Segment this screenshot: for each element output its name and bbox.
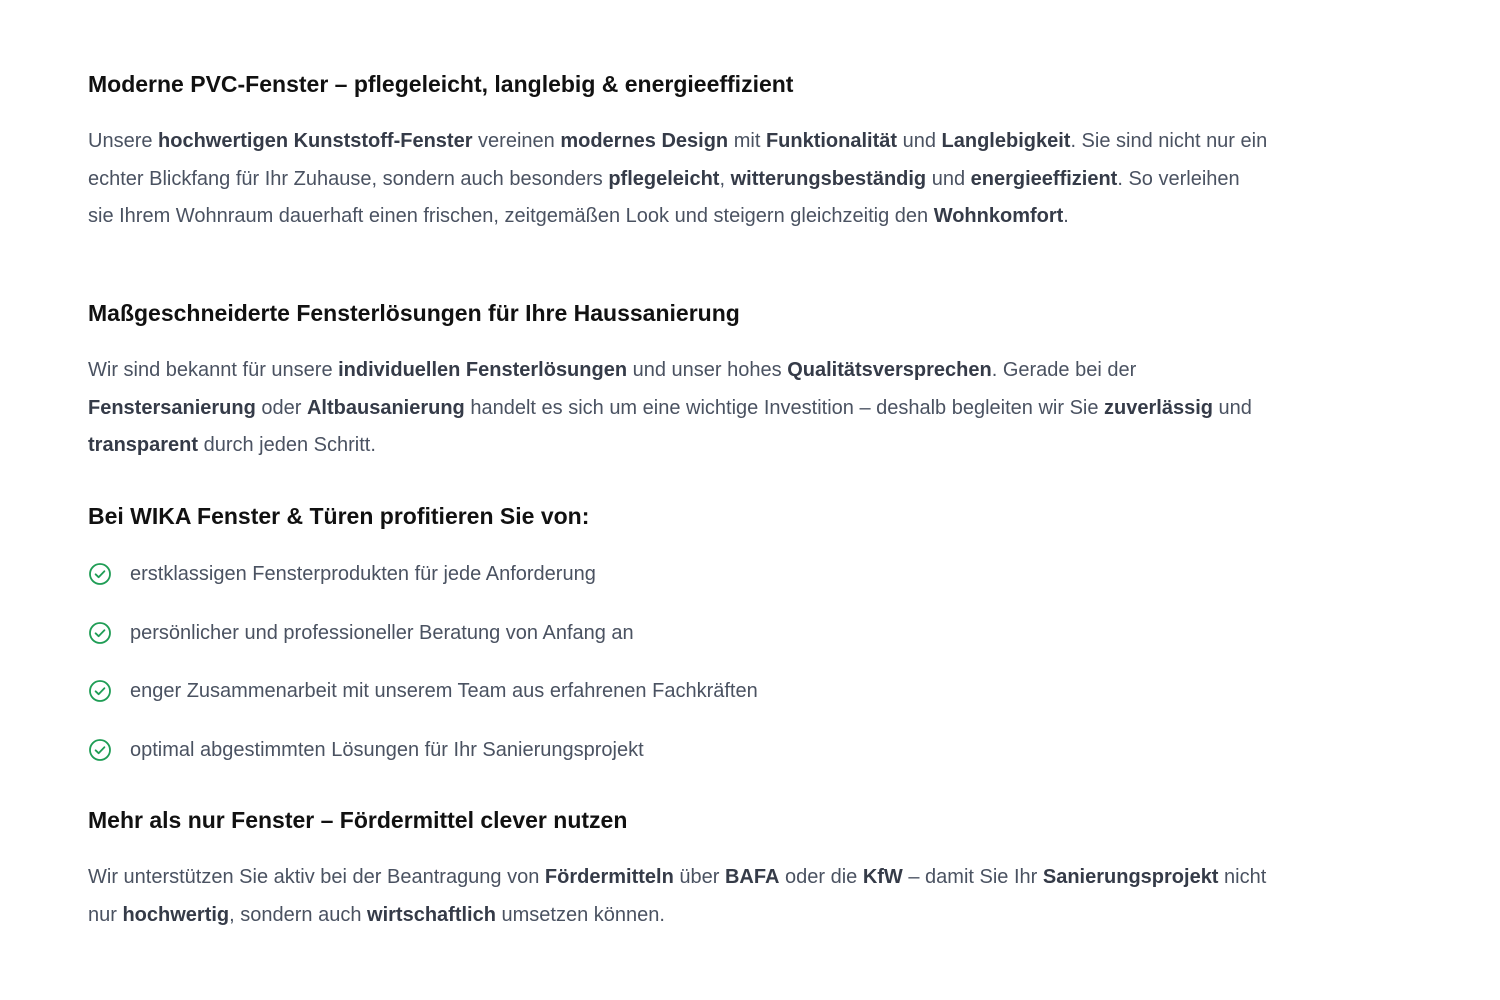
bold-span: pflegeleicht — [608, 167, 720, 190]
section-heading-custom-solutions: Maßgeschneiderte Fensterlösungen für Ihre Haussanierung — [88, 300, 740, 326]
bold-span: witterungsbeständig — [730, 167, 927, 190]
text-span: , — [719, 167, 731, 190]
section-heading-funding: Mehr als nur Fenster – Fördermittel clever nutzen — [88, 807, 628, 833]
check-circle-icon — [88, 621, 112, 645]
bold-span: Funktionalität — [765, 130, 898, 152]
text-span: nicht nur — [88, 866, 1267, 926]
text-span: . So verleihen sie Ihrem Wohnraum dauerhaft einen frischen, zeitgemäßen Look und steigern gleichzeitig den — [88, 167, 1240, 227]
list-item-text: optimal abgestimmten Lösungen für Ihr Sanierungsprojekt — [130, 738, 644, 761]
text-span: oder die — [779, 866, 863, 888]
list-item — [88, 615, 758, 674]
bold-span: Qualitätsversprechen — [787, 359, 992, 381]
text-span: und — [1213, 396, 1252, 419]
benefits-list — [88, 556, 758, 790]
text-span: oder — [255, 396, 307, 419]
text-span: , sondern auch — [229, 903, 368, 926]
section-heading-benefits: Bei WIKA Fenster & Türen profitieren Sie von: — [88, 503, 590, 529]
text-span: Wir sind bekannt für unsere — [88, 359, 339, 381]
bold-span: wirtschaftlich — [367, 903, 496, 926]
bold-span: energieeffizient — [970, 167, 1118, 190]
text-span: und — [926, 167, 971, 190]
check-circle-icon — [88, 738, 112, 762]
bold-span: BAFA — [724, 866, 780, 888]
bold-span: hochwertigen Kunststoff-Fenster — [158, 130, 473, 152]
bold-span: Fördermitteln — [544, 866, 674, 888]
bold-span: Altbausanierung — [306, 396, 465, 419]
bold-span: modernes Design — [560, 130, 729, 152]
text-span: Wir unterstützen Sie aktiv bei der Beantragung von — [88, 866, 545, 888]
bold-span: Wohnkomfort — [933, 205, 1064, 227]
text-span: . — [1063, 205, 1069, 227]
bold-span: individuellen Fensterlösungen — [338, 359, 628, 381]
text-span: umsetzen können. — [495, 903, 665, 926]
list-item-text: persönlicher und professioneller Beratung von Anfang an — [130, 621, 634, 644]
section-heading-pvc-windows: Moderne PVC-Fenster – pflegeleicht, langlebig & energieeffizient — [88, 71, 794, 97]
paragraph-custom-solutions — [88, 352, 1268, 465]
text-span: vereinen — [472, 130, 561, 152]
check-circle-icon — [88, 562, 112, 586]
list-item — [88, 556, 758, 615]
text-span: – damit Sie Ihr — [902, 866, 1043, 888]
check-circle-icon — [88, 679, 112, 703]
bold-span: zuverlässig — [1104, 396, 1213, 419]
text-span: und unser hohes — [627, 359, 788, 381]
list-item — [88, 732, 758, 791]
text-span: handelt es sich um eine wichtige Investition – deshalb begleiten wir Sie — [464, 396, 1105, 419]
paragraph-funding — [88, 859, 1268, 934]
bold-span: Langlebigkeit — [941, 130, 1071, 152]
text-span: . Gerade bei der — [991, 359, 1137, 381]
paragraph-pvc-windows — [88, 123, 1268, 236]
list-item — [88, 673, 758, 732]
bold-span: hochwertig — [122, 903, 230, 926]
list-item-text: enger Zusammenarbeit mit unserem Team aus erfahrenen Fachkräften — [130, 680, 758, 702]
text-span: durch jeden Schritt. — [198, 434, 376, 456]
bold-span: Sanierungsprojekt — [1042, 866, 1219, 888]
text-span: mit — [728, 130, 766, 152]
bold-span: KfW — [862, 866, 903, 888]
text-span: und — [897, 130, 942, 152]
text-span: . Sie sind nicht nur ein echter Blickfang für Ihr Zuhause, sondern auch besonders — [88, 130, 1268, 190]
bold-span: transparent — [88, 434, 199, 456]
text-span: Unsere — [88, 130, 159, 152]
bold-span: Fenstersanierung — [88, 396, 256, 419]
list-item-text: erstklassigen Fensterprodukten für jede Anforderung — [130, 563, 596, 585]
text-span: über — [673, 866, 725, 888]
